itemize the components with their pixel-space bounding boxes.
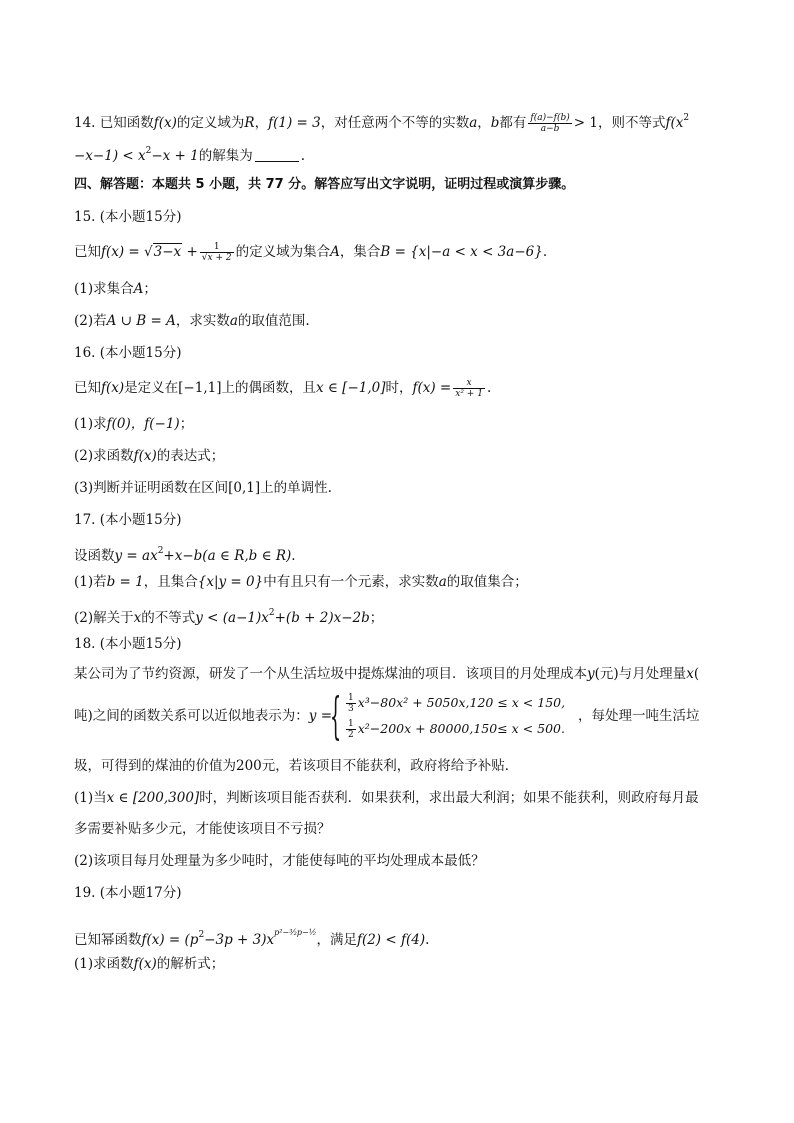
q14-text: ， (477, 115, 491, 131)
math-gt: > 1 (573, 115, 598, 131)
q18-text: 某公司为了节约资源，研发了一个从生活垃圾中提炼煤油的项目．该项目的月处理成本 (74, 666, 587, 682)
q17-text: 中有且只有一个元素，求实数 (263, 574, 439, 590)
fraction-denominator: 2 (348, 730, 354, 740)
math-cond: x ∈ [200,300] (106, 790, 200, 806)
q17-line1 (74, 541, 296, 566)
left-brace: { (330, 687, 342, 745)
exponent: 2 (268, 608, 275, 618)
q19-text: 已知幂函数 (74, 932, 142, 948)
math-setB: B = {x|−a < x < 3a−6} (380, 244, 543, 260)
q14-text: . (300, 148, 306, 164)
math-plus: + (186, 244, 198, 260)
q14-line1 (74, 108, 689, 134)
math-R: R (244, 115, 255, 131)
q14-text: 的定义域为 (176, 115, 245, 131)
fraction (346, 719, 356, 740)
q16-header: 16. (本小题15分) (74, 345, 182, 361)
q17-text: (2)解关于 (74, 610, 134, 626)
fraction-denominator: 3 (348, 704, 354, 714)
math-b: b (490, 115, 500, 131)
q18-text: ( (693, 666, 700, 682)
q17-text: . (291, 548, 296, 564)
math-fx: f(x) (101, 380, 125, 396)
fraction-denominator: x² + 1 (455, 389, 483, 399)
fraction (346, 693, 356, 714)
q15-line1 (74, 242, 547, 263)
q17-part2 (74, 603, 383, 628)
fraction-numerator: f(a)−f(b) (530, 113, 570, 123)
piecewise-function (330, 688, 574, 744)
q18-text: 吨)之间的函数关系可以近似地表示为： (74, 708, 309, 724)
math-a: a (469, 115, 478, 131)
math-interval: [−1,1] (178, 380, 222, 396)
q15-part1 (74, 279, 157, 299)
q19-text: . (425, 932, 430, 948)
q17-text: 的不等式 (141, 610, 196, 626)
q16-part3: (3)判断并证明函数在区间[0,1]上的单调性. (74, 480, 332, 496)
q14-text: ，对任意两个不等的实数 (320, 115, 470, 131)
math-fx: f(x) (133, 448, 157, 464)
q17-text: 设函数 (74, 548, 115, 564)
q14-text: ， (254, 115, 269, 131)
q14-text: 14. 已知函数 (74, 115, 154, 131)
q16-text: 是定义在 (124, 380, 179, 396)
q18-line2-tail: ，每处理一吨生活垃 (578, 708, 700, 724)
q15-text: ，求实数 (175, 313, 230, 329)
math-fx2: f(x (665, 115, 684, 131)
q19-line1 (74, 923, 429, 950)
q18-part1 (74, 788, 699, 808)
q16-text: 时， (385, 380, 413, 396)
q18-header: 18. (本小题15分) (74, 636, 182, 652)
q15-text: 的取值范围. (237, 313, 310, 329)
q18-line3: 圾，可得到的煤油的价值为200元，若该项目不能获利，政府将给予补贴． (74, 758, 519, 774)
q15-text: ，集合 (339, 244, 381, 260)
q17-text: ； (369, 610, 384, 626)
q18-line1 (74, 664, 699, 684)
q14-line2 (74, 141, 305, 166)
fraction-denominator: a−b (540, 124, 560, 134)
q16-text: (1)求 (74, 416, 107, 432)
math-fx: f(x) = (101, 244, 140, 260)
q16-text: . (486, 380, 492, 396)
math-fx: f(x) (133, 956, 157, 972)
q15-header: 15. (本小题15分) (74, 209, 182, 225)
math-fx: f(x) (153, 115, 177, 131)
case-expression: x²−200x + 80000,150≤ x < 500. (357, 721, 565, 736)
q15-text: (1)求集合 (74, 281, 134, 297)
fraction-denominator: √x + 2 (201, 253, 232, 263)
q16-line1 (74, 378, 491, 399)
q17-part1 (74, 572, 528, 592)
fraction (200, 242, 234, 263)
sqrt-radicand: 3−x (153, 244, 182, 260)
math-expr: −3p + 3)x (204, 932, 275, 948)
exponent: p²−³⁄₂p−½ (274, 928, 317, 937)
math-y: y (587, 666, 595, 682)
fraction-numerator: 1 (348, 693, 354, 703)
q15-text: . (542, 244, 548, 260)
q16-text: 的表达式； (156, 448, 225, 464)
q19-text: ，满足 (316, 932, 357, 948)
q16-text: (2)求函数 (74, 448, 134, 464)
exponent: 2 (157, 546, 164, 556)
math-f1: f(1) = 3 (268, 115, 321, 131)
q16-part2 (74, 446, 224, 466)
q18-line2 (74, 706, 332, 726)
q18-text: 时，判断该项目能否获利．如果获利，求出最大利润；如果不能获利，则政府每月最 (199, 790, 699, 806)
q19-header: 19. (本小题17分) (74, 885, 182, 901)
q17-text: ，且集合 (143, 574, 198, 590)
math-union: A ∪ B = A (106, 313, 176, 329)
q16-text: 已知 (74, 380, 101, 396)
math-expr: f(0)，f(−1) (106, 416, 180, 432)
exponent: 2 (198, 930, 205, 940)
fraction-numerator: x (453, 378, 485, 389)
fraction-numerator: 1 (200, 242, 234, 253)
math-y: y = (308, 708, 333, 724)
math-expr: y = ax (114, 548, 158, 564)
math-A: A (330, 244, 340, 260)
q18-text: (1)当 (74, 790, 107, 806)
q16-text: ； (179, 416, 194, 432)
math-a: a (438, 574, 447, 590)
math-A: A (133, 281, 144, 297)
math-expr: f(x) = (p (141, 932, 199, 948)
fraction (528, 113, 571, 134)
piecewise-case-1 (344, 693, 565, 714)
math-expr: +(b + 2)x−2b (274, 610, 370, 626)
exponent: 2 (683, 113, 690, 123)
math-set: {x|y = 0} (197, 574, 264, 590)
sqrt-radicand: x + 2 (207, 253, 232, 263)
fraction (453, 378, 485, 399)
q18-part2: (2)该项目每月处理量为多少吨时，才能使每吨的平均处理成本最低？ (74, 853, 485, 869)
q17-text: 的取值集合； (446, 574, 528, 590)
q17-text: (1)若 (74, 574, 107, 590)
q18-part1-line2: 多需要补贴多少元，才能使该项目不亏损？ (74, 821, 331, 837)
q15-text: 的定义域为集合 (235, 244, 331, 260)
q17-header: 17. (本小题15分) (74, 512, 182, 528)
math-x: x (686, 666, 694, 682)
q18-text: (元)与月处理量 (594, 666, 687, 682)
q14-text: 都有 (499, 115, 527, 131)
q15-text: ； (143, 281, 157, 297)
math-expr: +x−b(a ∈ R,b ∈ R) (163, 548, 292, 564)
q19-text: 的解析式； (156, 956, 225, 972)
fraction-numerator: 1 (348, 719, 354, 729)
q16-text: 上的偶函数，且 (221, 380, 316, 396)
piecewise-case-2 (344, 719, 565, 740)
q16-part1 (74, 414, 193, 434)
math-expr: −x−1) < x (74, 148, 146, 164)
q19-part1 (74, 954, 224, 974)
q19-text: (1)求函数 (74, 956, 134, 972)
math-cond: f(2) < f(4) (356, 932, 426, 948)
math-expr: −x + 1 (151, 148, 199, 164)
case-expression: x³−80x² + 5050x,120 ≤ x < 150, (357, 695, 566, 710)
q15-text: 已知 (74, 244, 101, 260)
math-fx: f(x) = (412, 380, 452, 396)
section-heading: 四、解答题：本题共 5 小题，共 77 分。解答应写出文字说明，证明过程或演算步骤。 (74, 177, 575, 192)
math-expr: b = 1 (106, 574, 144, 590)
q15-text: (2)若 (74, 313, 107, 329)
q14-text: ，则不等式 (598, 115, 666, 131)
exponent: 2 (145, 146, 152, 156)
q15-part2 (74, 311, 310, 331)
math-x: x (133, 610, 142, 626)
math-a: a (229, 313, 238, 329)
math-cond: x ∈ [−1,0] (315, 380, 386, 396)
sqrt: √3−x (144, 244, 182, 260)
math-expr: y < (a−1)x (195, 610, 269, 626)
q14-text: 的解集为 (198, 148, 253, 164)
answer-blank[interactable] (255, 148, 299, 162)
